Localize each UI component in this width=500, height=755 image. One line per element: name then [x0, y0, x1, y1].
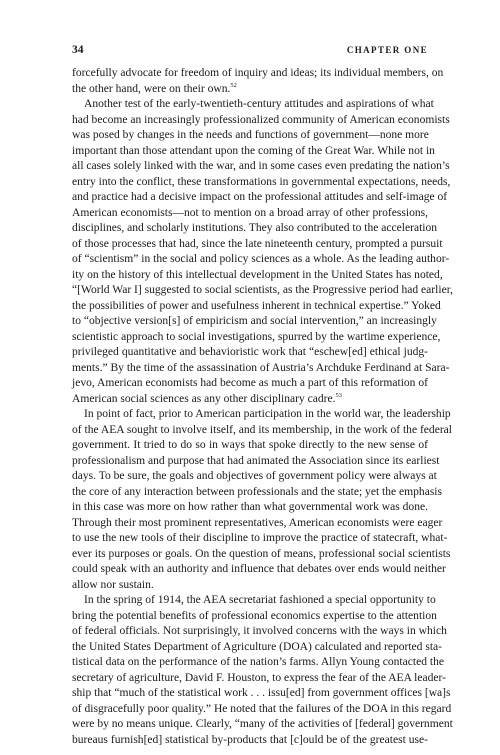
body-text — [72, 66, 453, 748]
line-text: In the spring of 1914, the AEA secretariat fashioned a special opportunity to — [84, 594, 436, 606]
line-text: the other hand, were on their own. — [72, 82, 231, 95]
line-text: secretary of agriculture, David F. Houston, to express the fear of the AEA leader- — [72, 671, 446, 684]
line-text: Through their most prominent representatives, American economists were eager — [72, 516, 443, 529]
line-text: professionalism and purpose that had animated the Association since its earliest — [72, 454, 440, 467]
text-line — [72, 609, 437, 625]
book-page — [72, 44, 453, 748]
line-text: of those processes that had, since the late nineteenth century, prompted a pursuit — [72, 237, 443, 250]
text-line — [72, 438, 428, 454]
line-text: of “scientism” in the social and policy sciences as a whole. As the leading author- — [72, 253, 450, 265]
text-line — [72, 159, 450, 175]
text-line — [72, 128, 428, 144]
line-text: ship that “much of the statistical work . . . issu[ed] from government offices [wa]s — [72, 687, 451, 699]
text-line — [72, 485, 443, 501]
line-text: bring the potential benefits of professional economics expertise to the attention — [72, 609, 437, 622]
text-line — [72, 221, 438, 237]
line-text: in this case was more on how rather than what governmental work was done. — [72, 501, 428, 513]
line-text: ments.” By the time of the assassination of Austria’s Archduke Ferdinand at Sara- — [72, 361, 450, 374]
text-line — [72, 113, 450, 129]
line-text: American economists—not to mention on a broad array of other professions, — [72, 206, 428, 219]
line-text: all cases solely linked with the war, and in some cases even predating the nation’s — [72, 160, 450, 172]
text-line — [72, 407, 451, 423]
text-line — [72, 361, 450, 377]
text-line — [72, 299, 441, 315]
line-text: bureaus furnish[ed] statistical by-products that [c]ould be of the greatest use- — [72, 733, 428, 746]
line-text: ever its purposes or goals. On the question of means, professional social scientists — [72, 547, 451, 560]
line-text: important than those attendant upon the coming of the Great War. While not in — [72, 144, 435, 157]
text-line — [72, 314, 437, 330]
text-line — [72, 640, 443, 656]
text-line — [72, 469, 437, 485]
text-line — [72, 66, 444, 82]
text-line — [72, 516, 443, 532]
footnote-ref: 52 — [230, 81, 237, 89]
line-text: privileged quantitative and behavioristic work that “eschew[ed] ethical judg- — [72, 346, 428, 358]
line-text: the core of any interaction between professionals and the state; yet the emphasis — [72, 485, 443, 498]
line-text: forcefully advocate for freedom of inquiry and ideas; its individual members, on — [72, 67, 444, 79]
text-line — [72, 144, 435, 160]
text-line — [72, 283, 453, 299]
text-line — [72, 376, 428, 392]
text-line — [72, 392, 428, 408]
text-line — [72, 562, 446, 578]
text-line — [72, 624, 447, 640]
footnote-ref: 53 — [335, 391, 343, 399]
line-text: jevo, American economists had become as much a part of this reformation of — [72, 377, 428, 389]
line-text: scientistic approach to social investigations, spurred by the wartime experience, — [72, 330, 441, 343]
text-line — [72, 655, 444, 671]
text-line — [72, 578, 428, 594]
line-text: of disgracefully poor quality.” He noted that the failures of the DOA in this regard — [72, 702, 452, 715]
text-line — [72, 345, 428, 361]
text-line — [72, 671, 446, 687]
text-line — [72, 500, 428, 516]
line-text: disciplines, and scholarly institutions. They also contributed to the acceleration — [72, 222, 438, 234]
line-text: ity on the history of this intellectual development in the United States has noted, — [72, 268, 443, 281]
line-text: and practice had a decisive impact on the professional attitudes and self-image of — [72, 191, 448, 203]
text-line — [72, 733, 428, 749]
line-text: the United States Department of Agriculture (DOA) calculated and reported sta- — [72, 640, 443, 653]
line-text: were by no means unique. Clearly, “many of the activities of [federal] government — [72, 718, 453, 730]
line-text: had become an increasingly professionalized community of American economists — [72, 113, 450, 126]
line-text: government. It tried to do so in ways that spoke directly to the new sense of — [72, 439, 428, 451]
chapter-title: CHAPTER ONE — [346, 45, 428, 55]
line-text: the possibilities of power and usefulness inherent in technical expertise.” Yoked — [72, 299, 441, 312]
line-text: was posed by changes in the needs and functions of government—none more — [72, 129, 429, 141]
text-line — [72, 268, 443, 284]
text-line — [72, 190, 448, 206]
line-text: could speak with an authority and influence that debates over ends would neither — [72, 563, 446, 575]
line-text: days. To be sure, the goals and objectives of government policy were always at — [72, 470, 437, 482]
line-text: of federal officials. Not surprisingly, it involved concerns with the ways in which — [72, 625, 447, 637]
line-text: In point of fact, prior to American participation in the world war, the leadership — [84, 408, 451, 420]
line-text: “[World War I] suggested to social scientists, as the Progressive period had earlier, — [72, 284, 453, 296]
line-text: American social sciences as any other disciplinary cadre. — [72, 392, 336, 405]
page-number: 34 — [72, 44, 84, 56]
text-line — [72, 686, 451, 702]
text-line — [72, 237, 443, 253]
text-line — [72, 97, 434, 113]
line-text: to “objective version[s] of empiricism and social intervention,” an increasingly — [72, 315, 437, 327]
text-line — [72, 206, 428, 222]
running-head — [72, 44, 428, 56]
line-text: Another test of the early-twentieth-century attitudes and aspirations of what — [84, 98, 434, 110]
text-line — [72, 702, 452, 718]
text-line — [72, 593, 436, 609]
text-line — [72, 531, 448, 547]
text-line — [72, 175, 451, 191]
text-line — [72, 82, 428, 98]
line-text: allow nor sustain. — [72, 578, 154, 591]
text-line — [72, 454, 440, 470]
text-line — [72, 717, 453, 733]
text-line — [72, 423, 453, 439]
line-text: tistical data on the performance of the nation’s farms. Allyn Young contacted the — [72, 656, 444, 668]
text-line — [72, 547, 451, 563]
line-text: to use the new tools of their discipline to improve the practice of statecraft, what- — [72, 532, 448, 544]
line-text: of the AEA sought to involve itself, and its membership, in the work of the federal — [72, 423, 453, 436]
line-text: entry into the conflict, these transformations in governmental expectations, needs, — [72, 175, 451, 188]
text-line — [72, 252, 450, 268]
text-line — [72, 330, 441, 346]
